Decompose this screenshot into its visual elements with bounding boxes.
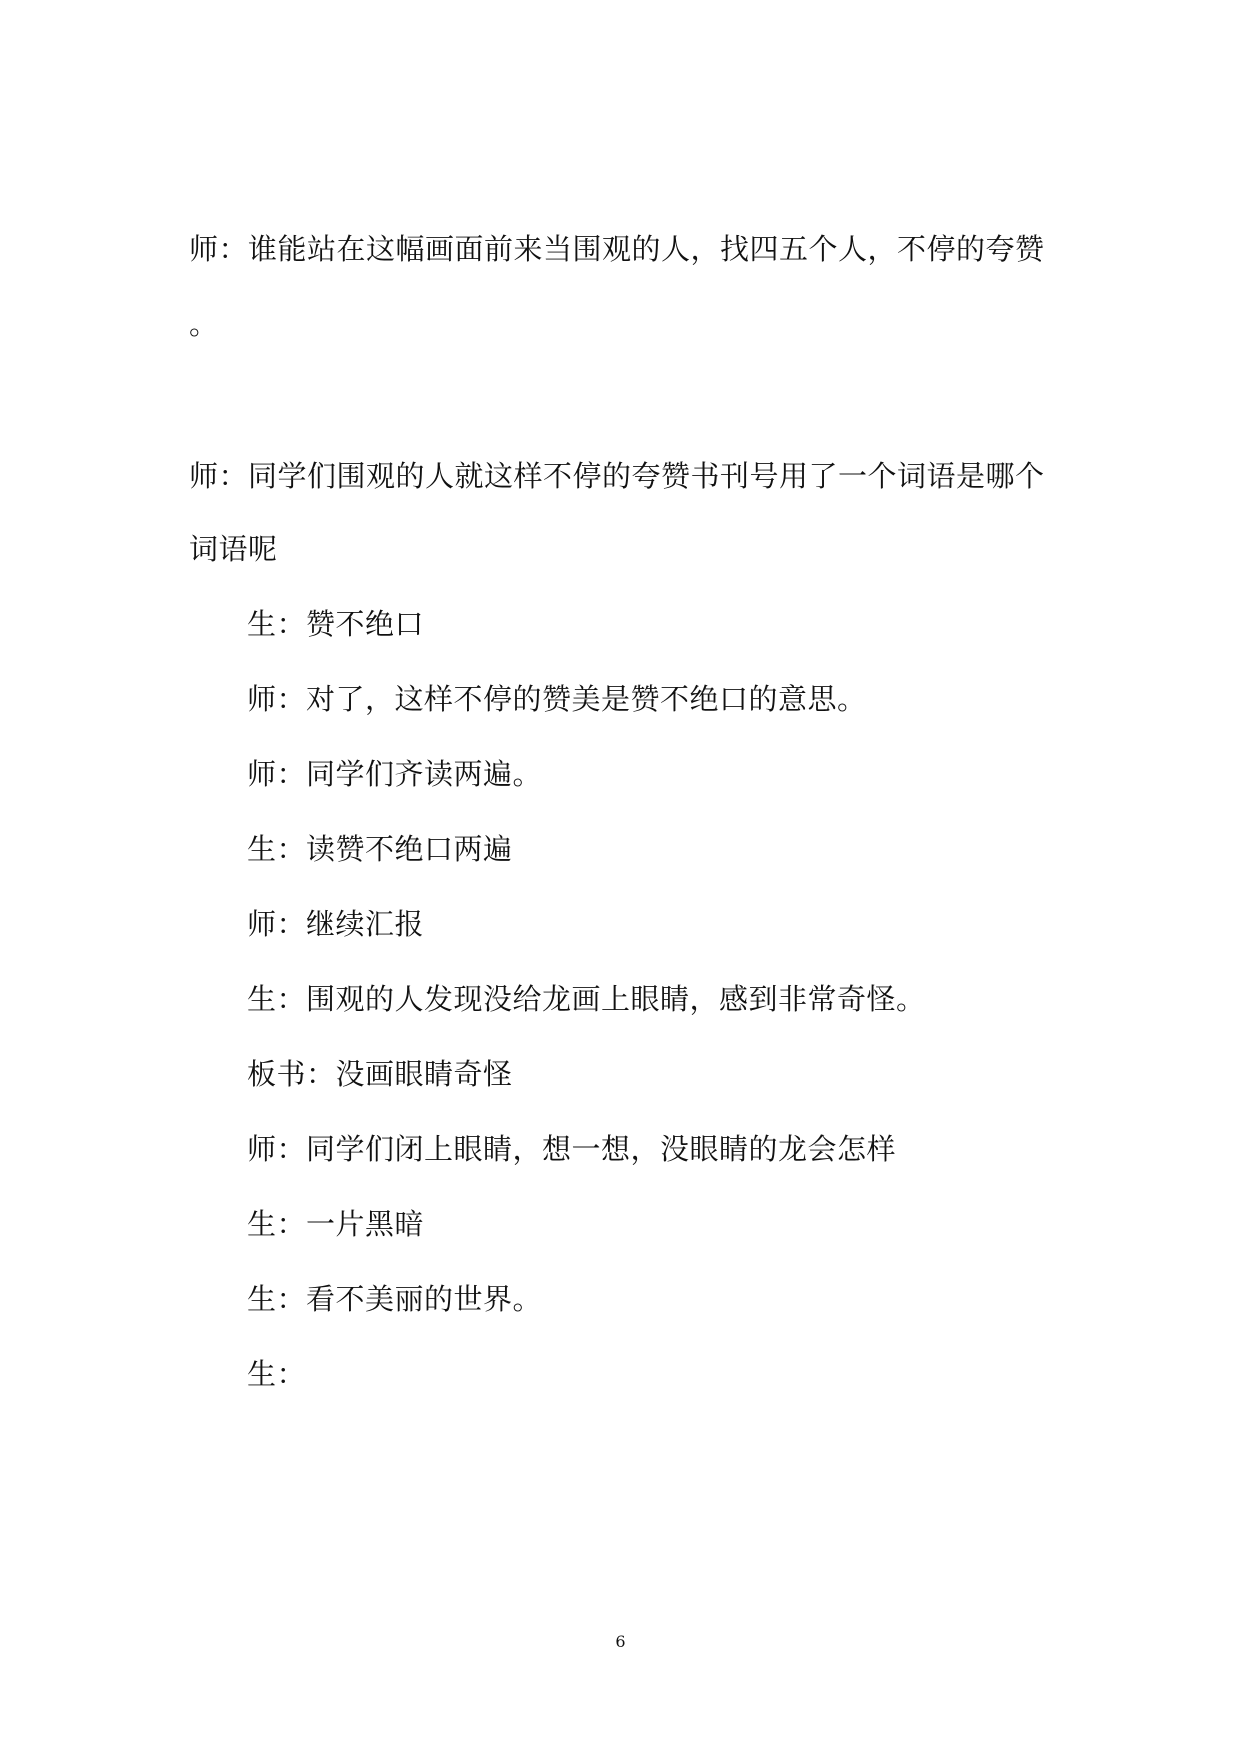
paragraph-1-line-1: 师：谁能站在这幅画面前来当围观的人，找四五个人，不停的夸赞 [189,232,1045,266]
dialogue-line: 师：对了，这样不停的赞美是赞不绝口的意思。 [247,682,867,716]
dialogue-line: 生： [247,1357,307,1391]
paragraph-2-line-2: 词语呢 [189,532,278,566]
dialogue-line: 生：一片黑暗 [247,1207,425,1241]
dialogue-line: 生：赞不绝口 [247,607,425,641]
dialogue-line: 师：同学们齐读两遍。 [247,757,543,791]
paragraph-2-line-1: 师：同学们围观的人就这样不停的夸赞书刊号用了一个词语是哪个 [189,459,1045,493]
dialogue-line: 师：同学们闭上眼睛，想一想，没眼睛的龙会怎样 [247,1132,897,1166]
dialogue-line: 师：继续汇报 [247,907,425,941]
dialogue-line: 板书：没画眼睛奇怪 [247,1057,513,1091]
dialogue-line: 生：看不美丽的世界。 [247,1282,543,1316]
page-number: 6 [615,1632,626,1651]
paragraph-1-line-2: 。 [189,307,219,341]
dialogue-line: 生：读赞不绝口两遍 [247,832,513,866]
dialogue-line: 生：围观的人发现没给龙画上眼睛，感到非常奇怪。 [247,982,926,1016]
